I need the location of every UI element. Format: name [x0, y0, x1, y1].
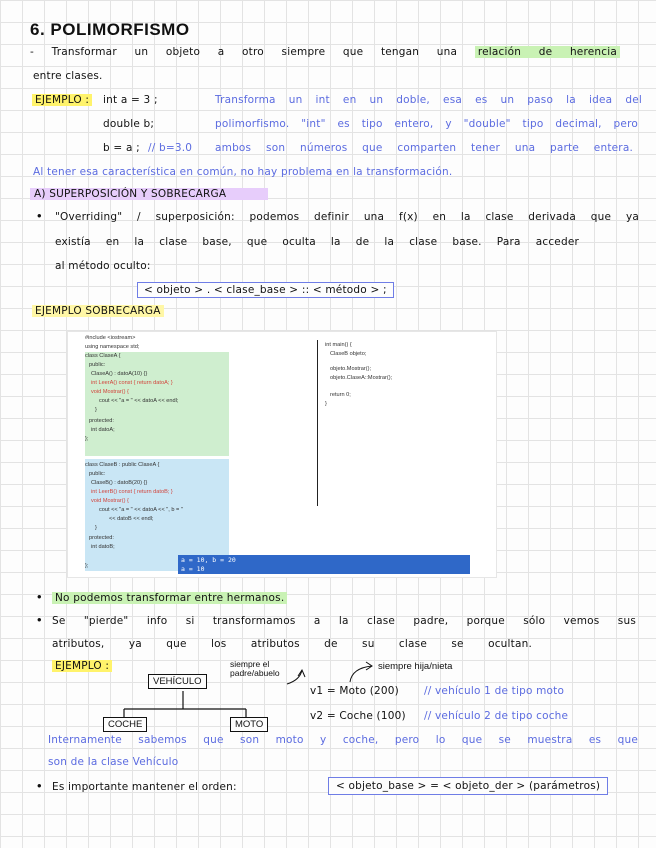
example1-label: EJEMPLO :	[32, 94, 92, 106]
class-node-coche: COCHE	[103, 717, 147, 732]
example3-label: EJEMPLO :	[52, 660, 112, 672]
code-line: class ClaseA {	[85, 353, 121, 359]
example1-code-2: double b;	[103, 118, 155, 130]
note-parent-line: siempre el	[230, 659, 270, 669]
console-line: a = 10	[181, 565, 205, 573]
code-line: int LeerA() const { return datoA; }	[91, 380, 173, 386]
intro-text: - Transformar un objeto a otro siempre que tengan una	[30, 46, 475, 58]
example1-code-1: int a = 3 ;	[103, 94, 158, 106]
example2-label: EJEMPLO SOBRECARGA	[32, 305, 164, 317]
bullet-3: Es importante mantener el orden:	[52, 781, 237, 793]
bullet-dot: •	[37, 589, 42, 604]
example1-code-3: b = a ;	[103, 142, 140, 154]
section-a-line-3: al método oculto:	[55, 260, 151, 272]
bullet-dot: •	[37, 778, 42, 793]
bullet-2-line-1: Se "pierde" info si transformamos a la clase padre, porque sólo vemos sus	[52, 615, 636, 627]
code-line: using namespace std;	[85, 344, 140, 350]
code-line: return 0;	[330, 392, 351, 398]
section-a-line-1: "Overriding" / superposición: podemos definir una f(x) en la clase derivada que ya	[55, 211, 639, 223]
order-syntax-box: < objeto_base > = < objeto_der > (parámetros)	[328, 777, 608, 795]
assignment-1-comment: // vehículo 1 de tipo moto	[424, 685, 565, 697]
code-line: void Mostrar() {	[91, 389, 129, 395]
code-line: public:	[89, 471, 106, 477]
code-line: void Mostrar() {	[91, 498, 129, 504]
blue-note-line-2: son de la clase Vehículo	[48, 756, 179, 768]
note-parent	[230, 660, 280, 678]
code-line: int main() {	[325, 342, 352, 348]
example1-conclusion: Al tener esa característica en común, no hay problema en la transformación.	[33, 166, 453, 178]
code-line: ClaseA() : datoA(10) {}	[91, 371, 148, 377]
code-line: ClaseB() : datoB(20) {}	[91, 480, 148, 486]
bullet-2-line-2: atributos, ya que los atributos de su clase se ocultan.	[52, 638, 532, 650]
code-line: }	[95, 525, 97, 531]
bullet-dot: •	[37, 612, 42, 627]
code-line: int LeerB() const { return datoB; }	[91, 489, 173, 495]
code-line: int datoB;	[91, 544, 115, 550]
class-node-vehiculo: VEHÍCULO	[148, 674, 207, 689]
bullet-dot: •	[37, 208, 42, 223]
code-line: public:	[89, 362, 106, 368]
class-node-moto: MOTO	[230, 717, 268, 732]
code-line: << datoB << endl;	[109, 516, 154, 522]
code-line: cout << "a = " << datoA << endl;	[99, 398, 179, 404]
code-line: protected:	[89, 418, 114, 424]
assignment-2-code: v2 = Coche (100)	[310, 710, 406, 722]
section-a-line-2: existía en la clase base, que oculta la de la clase base. Para acceder	[55, 236, 579, 248]
code-line: objeto.ClaseA::Mostrar();	[330, 375, 393, 381]
note-child: siempre hija/nieta	[378, 661, 453, 672]
code-line: ClaseB objeto;	[330, 351, 367, 357]
code-line: }	[325, 401, 327, 407]
section-a-heading: A) SUPERPOSICIÓN Y SOBRECARGA	[30, 188, 268, 200]
example1-explanation-3: ambos son números que comparten tener una parte entera.	[215, 142, 633, 154]
note-parent-line: padre/abuelo	[230, 668, 280, 678]
code-line: }	[95, 407, 97, 413]
blue-note-line-1: Internamente sabemos que son moto y coche, pero lo que se muestra es que	[48, 734, 638, 746]
code-line: protected:	[89, 535, 114, 541]
page-title: 6. POLIMORFISMO	[30, 20, 190, 39]
example1-explanation-2: polimorfismo. "int" es tipo entero, y "double" tipo decimal, pero	[215, 118, 638, 130]
assignment-2-comment: // vehículo 2 de tipo coche	[424, 710, 569, 722]
code-line: objeto.Mostrar();	[330, 366, 372, 372]
example1-explanation-1: Transforma un int en un doble, esa es un paso la idea del	[215, 94, 642, 106]
intro-text-2: entre clases.	[33, 70, 103, 82]
bullet-1-text: No podemos transformar entre hermanos.	[52, 592, 287, 604]
code-line: #include <iostream>	[85, 335, 136, 341]
code-line: cout << "a = " << datoA << ", b = "	[99, 507, 183, 513]
assignment-1-code: v1 = Moto (200)	[310, 685, 399, 697]
code-line: class ClaseB : public ClaseA {	[85, 462, 160, 468]
console-line: a = 10, b = 20	[181, 556, 236, 564]
code-line: };	[85, 563, 89, 569]
code-line: int datoA;	[91, 427, 115, 433]
example1-code-comment: // b=3.0	[148, 142, 193, 154]
syntax-box: < objeto > . < clase_base > :: < método > ;	[137, 282, 394, 298]
code-line: };	[85, 436, 89, 442]
intro-highlight: relación de herencia	[475, 46, 620, 58]
